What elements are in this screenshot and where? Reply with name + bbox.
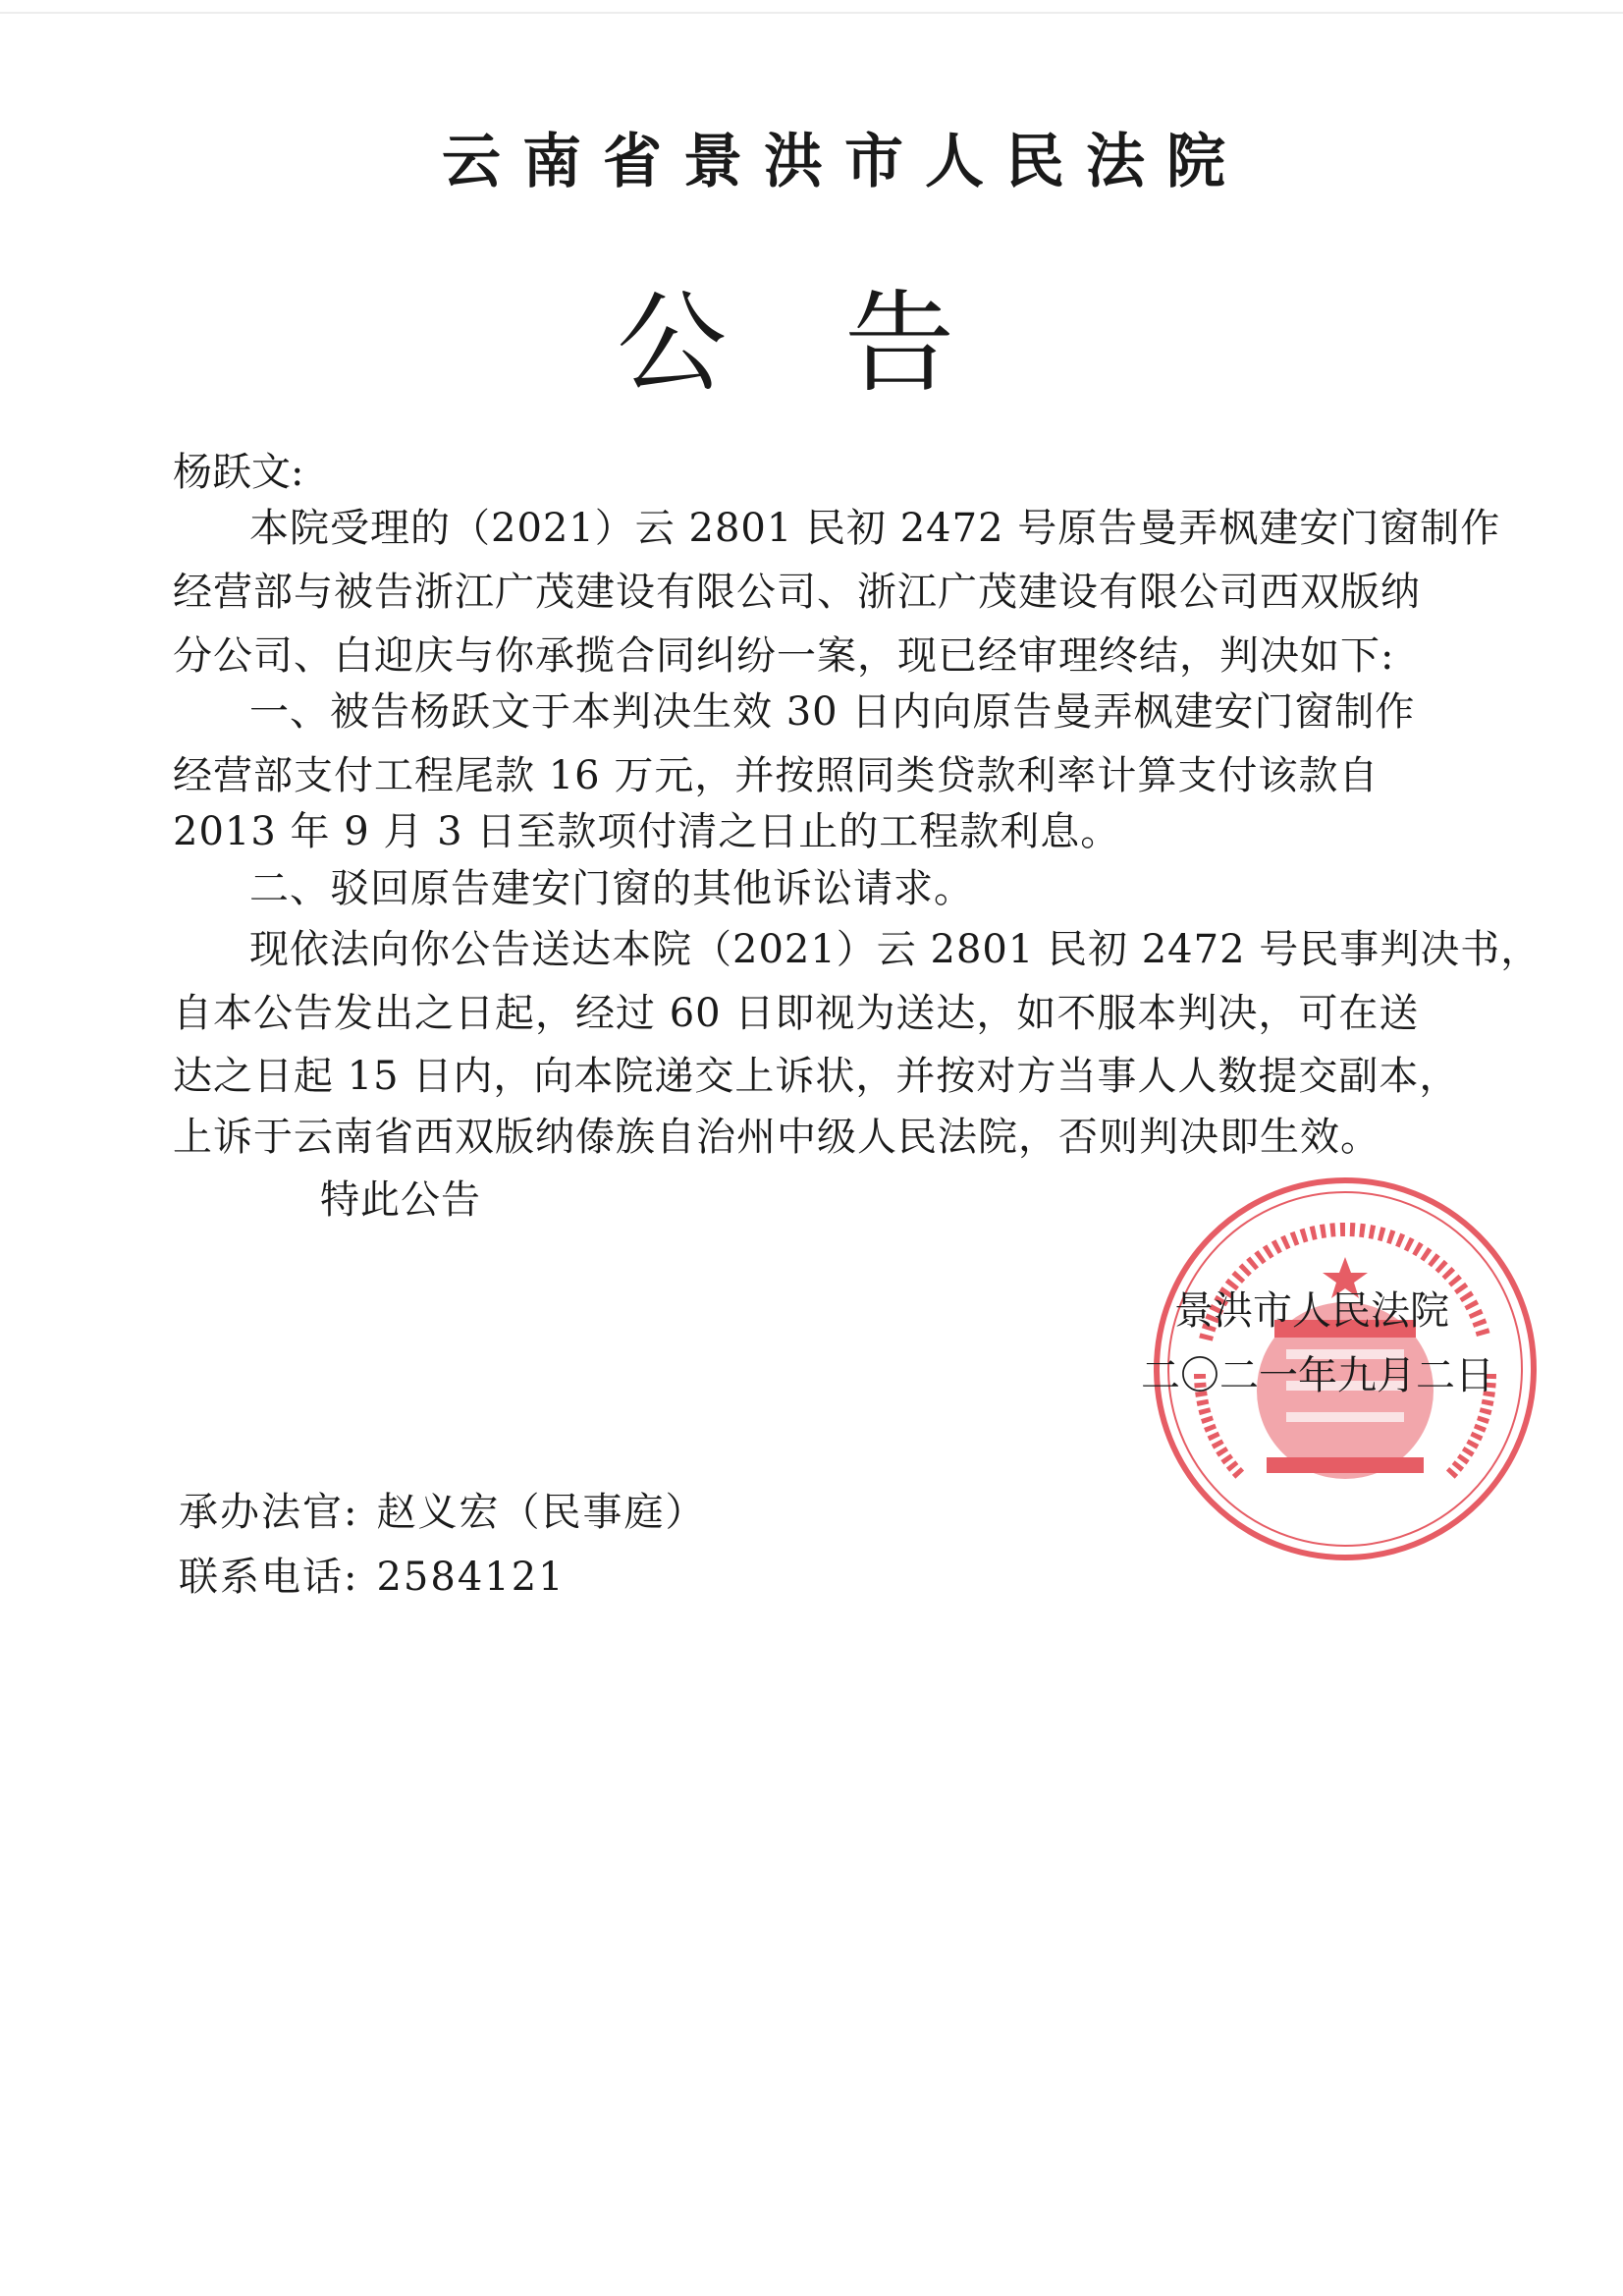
body-line: 自本公告发出之日起，经过 60 日即视为送达，如不服本判决，可在送	[173, 991, 1420, 1036]
scan-edge-line	[0, 12, 1623, 14]
body-line: 达之日起 15 日内，向本院递交上诉状，并按对方当事人人数提交副本，	[173, 1054, 1460, 1099]
signature-date: 二〇二一年九月二日	[1141, 1353, 1494, 1398]
judge-label: 承办法官:	[179, 1490, 359, 1535]
addressee: 杨跃文:	[173, 450, 304, 495]
phone-line	[179, 1553, 566, 1602]
phone-label: 联系电话:	[179, 1555, 359, 1600]
notice-title: 公告	[617, 280, 1072, 408]
body-line: 二、驳回原告建安门窗的其他诉讼请求。	[249, 866, 974, 911]
closing-phrase: 特此公告	[320, 1177, 481, 1223]
judge-line	[179, 1488, 706, 1537]
judge-value: 赵义宏（民事庭）	[376, 1490, 707, 1535]
body-line: 分公司、白迎庆与你承揽合同纠纷一案，现已经审理终结，判决如下:	[173, 633, 1395, 679]
body-line: 经营部支付工程尾款 16 万元，并按照同类贷款利率计算支付该款自	[173, 753, 1380, 798]
body-line: 2013 年 9 月 3 日至款项付清之日止的工程款利息。	[173, 809, 1121, 854]
phone-value: 2584121	[376, 1555, 566, 1600]
body-line: 上诉于云南省西双版纳傣族自治州中级人民法院，否则判决即生效。	[173, 1115, 1380, 1160]
court-name-header: 云南省景洪市人民法院	[442, 128, 1247, 196]
signature-court-name: 景洪市人民法院	[1174, 1288, 1449, 1334]
body-line: 本院受理的（2021）云 2801 民初 2472 号原告曼弄枫建安门窗制作	[249, 506, 1501, 551]
body-line: 一、被告杨跃文于本判决生效 30 日内向原告曼弄枫建安门窗制作	[249, 689, 1416, 735]
body-line: 现依法向你公告送达本院（2021）云 2801 民初 2472 号民事判决书，	[249, 927, 1542, 972]
body-line: 经营部与被告浙江广茂建设有限公司、浙江广茂建设有限公司西双版纳	[173, 570, 1421, 615]
